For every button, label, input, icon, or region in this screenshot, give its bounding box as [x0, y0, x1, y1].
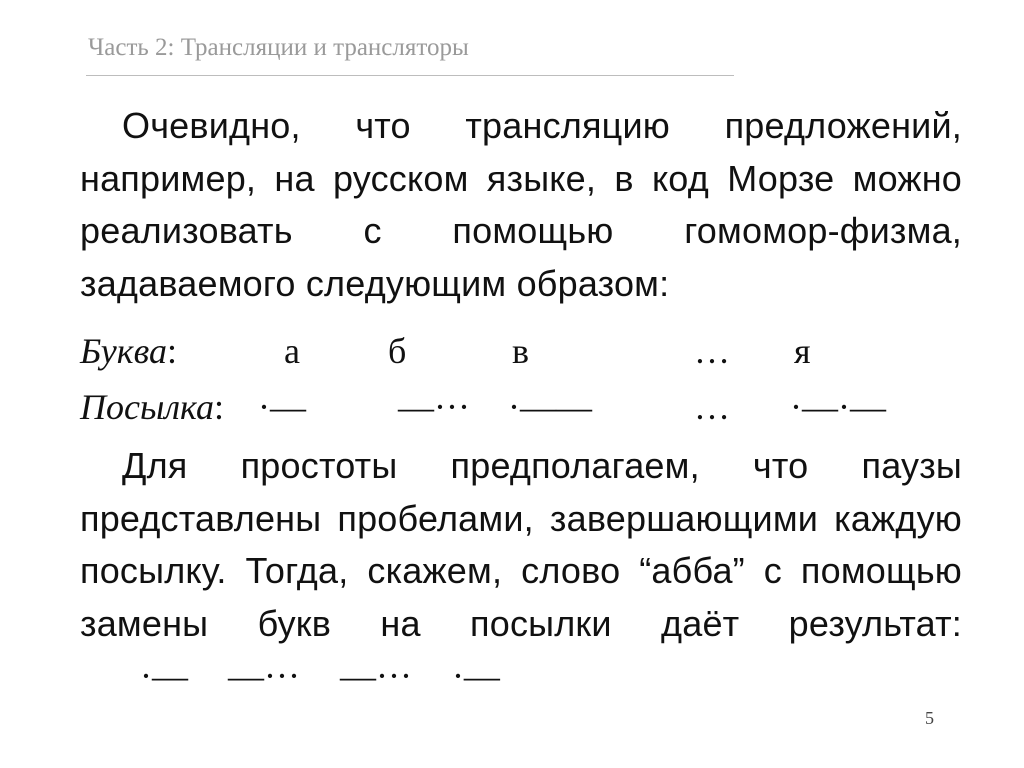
letter-cell: …	[694, 331, 730, 371]
letter-label-colon: :	[167, 331, 178, 371]
result-code: —···	[228, 656, 300, 696]
result-code-sequence	[140, 650, 500, 703]
code-row-label	[80, 386, 224, 428]
result-code: —···	[339, 656, 412, 696]
code-cell: ·—	[258, 387, 306, 427]
letter-cell: а	[284, 331, 300, 371]
paragraph-example	[80, 440, 962, 703]
letter-row-label	[80, 330, 177, 372]
code-cell: ·—·—	[790, 387, 886, 427]
result-code: ·—	[140, 656, 188, 696]
code-cell: …	[694, 387, 730, 427]
code-label-colon: :	[214, 387, 225, 427]
code-cell: ·——	[508, 387, 592, 427]
letter-cell: б	[388, 331, 407, 371]
code-cell: —···	[398, 387, 470, 427]
paragraph-intro: Очевидно, что трансляцию предложений, например, на русском языке, в код Морзе можно реализовать с помощью гомомор-физма, задаваемого следующим образом:	[80, 105, 962, 304]
header-divider	[86, 75, 734, 76]
result-code: ·—	[451, 656, 500, 696]
letter-label-text: Буква	[80, 331, 167, 371]
letter-cell: в	[512, 331, 529, 371]
code-label-text: Посылка	[80, 387, 214, 427]
page-number: 5	[925, 708, 934, 728]
paragraph-example-text: Для простоты предполагаем, что паузы представлены пробелами, завершающими каждую посылку. Тогда, скажем, слово “абба” с помощью замены букв на посылки даёт результат:	[80, 445, 962, 644]
slide-header-title: Часть 2: Трансляции и трансляторы	[88, 34, 469, 61]
letter-cell: я	[794, 331, 811, 371]
